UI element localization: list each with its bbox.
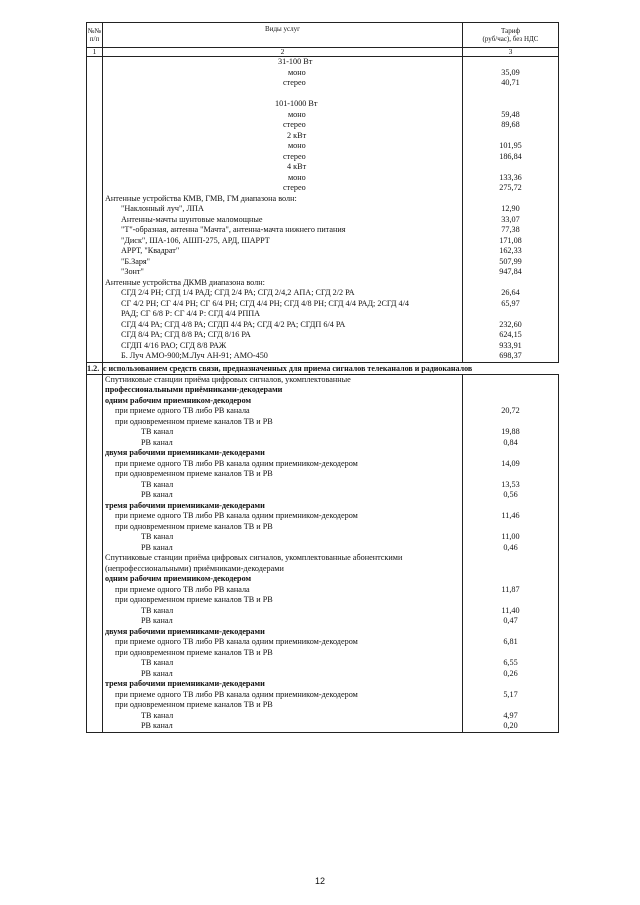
rows_after-service-line: ТВ канал [141, 710, 174, 720]
rows-service-line: Антенные устройства ДКМВ диапазона волн: [105, 277, 265, 287]
rows_after-tariff-value: 11,46 [501, 511, 520, 520]
rows_after-service-line: (непрофессиональными) приёмниками-декодерами [105, 563, 284, 573]
rows-service-line: моно [288, 67, 306, 77]
rows_after-service-line: профессиональными приёмниками-декодерами [105, 385, 283, 394]
rows_after-tariff-value [463, 417, 558, 428]
rows-tariff-value [463, 194, 558, 205]
rows_after-service-line: одним рабочим приемником-декодером [105, 395, 252, 405]
rows-tariff-value: 65,97 [501, 298, 520, 308]
tariff-table [86, 22, 559, 733]
rows-tariff-value: 933,91 [499, 340, 522, 350]
rows-tariff-value: 162,33 [499, 246, 522, 255]
rows_after-tariff-value: 11,87 [501, 584, 520, 594]
rows_after-tariff-value [463, 648, 558, 659]
rows-tariff-value [463, 99, 558, 110]
table-header-row [87, 23, 559, 48]
tariff-cell-part-2 [463, 374, 559, 732]
table-body-part-2 [87, 374, 559, 732]
rows_after-tariff-value: 13,53 [501, 479, 520, 489]
rows-tariff-value: 171,08 [499, 235, 522, 245]
rows_after-service-line: РВ канал [141, 490, 173, 499]
header-service-text: Виды услуг [265, 25, 300, 33]
rows_after-service-line: тремя рабочими приемниками-декодерами [105, 679, 265, 688]
rows-service-line: РАД; СГ 6/8 Р: СГ 4/4 Р: СГД 4/4 РППА [121, 309, 261, 318]
number-cell-empty [87, 57, 103, 363]
rows-service-line: стерео [283, 120, 306, 129]
rows_after-service-line: Спутниковые станции приёма цифровых сигналов, укомплектованные абонентскими [105, 553, 403, 562]
rows-tariff-value: 232,60 [499, 319, 522, 329]
number-cell-empty-2 [87, 374, 103, 732]
section-title: с использованием средств связи, предназначенных для приема сигналов телеканалов и радиоканалов [103, 362, 559, 374]
rows_after-service-line: двумя рабочими приемниками-декодерами [105, 448, 265, 457]
rows_after-service-line: при одновременном приеме каналов ТВ и РВ [115, 700, 273, 709]
rows-service-line: стерео [283, 183, 306, 192]
section-1-2-row [87, 362, 559, 374]
rows_after-tariff-value: 20,72 [501, 406, 520, 415]
rows_after-tariff-value [463, 469, 558, 480]
rows_after-service-line: при одновременном приеме каналов ТВ и РВ [115, 647, 273, 657]
rows-service-line: 101-1000 Вт [275, 99, 318, 108]
rows-tariff-value: 698,37 [499, 351, 522, 360]
rows_after-tariff-value: 0,47 [503, 616, 518, 625]
rows_after-service-line: РВ канал [141, 616, 173, 625]
rows-tariff-value: 624,15 [499, 330, 522, 339]
rows-service-line: СГДП 4/16 РАО; СГД 8/8 РАЖ [121, 340, 227, 350]
header-tariff-text: Тариф (руб/час), без НДС [482, 27, 539, 43]
rows-service-line: "Б.Заря" [121, 256, 151, 266]
rows_after-service-line: при приеме одного ТВ либо РВ канала одним приемником-декодером [115, 458, 358, 468]
rows_after-service-line: при приеме одного ТВ либо РВ канала одним приемником-декодером [115, 637, 358, 646]
rows-service-line: моно [288, 141, 306, 150]
rows-tariff-value: 59,48 [501, 109, 520, 119]
rows_after-tariff-value: 0,26 [503, 668, 518, 678]
header-service [103, 23, 463, 48]
table-index-row [87, 48, 559, 57]
rows-service-line: СГ 4/2 РН; СГ 4/4 РН; СГ 6/4 РН; СГД 4/4 РН; СГД 4/8 РН; СГД 4/4 РАД; 2СГД 4/4 [121, 298, 410, 308]
rows_after-tariff-value: 6,55 [503, 658, 518, 667]
rows_after-service-line: при одновременном приеме каналов ТВ и РВ [115, 521, 273, 531]
rows-service-line: стерео [283, 78, 306, 87]
rows_after-tariff-value: 0,84 [503, 437, 518, 447]
rows_after-tariff-value [463, 375, 558, 386]
page-number: 12 [314, 876, 325, 886]
rows_after-tariff-value: 11,40 [501, 605, 520, 615]
rows-tariff-value: 33,07 [501, 214, 520, 224]
rows-service-line: Б. Луч АМО-900;М.Луч АН-91; АМО-450 [121, 351, 268, 360]
rows-tariff-value: 507,99 [499, 256, 522, 266]
rows-service-line: СГД 4/4 РА; СГД 4/8 РА; СГДП 4/4 РА; СГД 4/2 РА; СГДП 6/4 РА [121, 319, 346, 329]
rows_after-service-line: тремя рабочими приемниками-декодерами [105, 500, 265, 510]
rows-service-line [103, 89, 462, 100]
rows_after-tariff-value [463, 448, 558, 459]
rows-service-line: СГД 8/4 РА; СГД 8/8 РА; СГД 8/16 РА [121, 330, 251, 339]
rows-tariff-value: 77,38 [501, 225, 520, 234]
rows_after-tariff-value: 11,00 [501, 532, 520, 541]
rows_after-service-line: ТВ канал [141, 658, 174, 667]
rows-tariff-value [463, 131, 558, 142]
rows-service-line: моно [288, 172, 306, 182]
rows_after-service-line: одним рабочим приемником-декодером [105, 574, 252, 583]
rows_after-service-line: ТВ канал [141, 605, 174, 615]
rows_after-tariff-value [463, 627, 558, 638]
rows-tariff-value: 275,72 [499, 183, 522, 192]
rows_after-tariff-value [463, 385, 558, 396]
rows_after-service-line: при приеме одного ТВ либо РВ канала одним приемником-декодером [115, 689, 358, 699]
rows-service-line: СГД 2/4 РН; СГД 1/4 РАД; СГД 2/4 РА; СГД 2/4,2 АПА; СГД 2/2 РА [121, 288, 355, 297]
rows-tariff-value: 947,84 [499, 267, 522, 276]
rows-tariff-value: 101,95 [499, 141, 522, 150]
rows-service-line: моно [288, 109, 306, 119]
rows_after-tariff-value [463, 522, 558, 533]
rows-tariff-value [463, 278, 558, 289]
rows_after-tariff-value [463, 553, 558, 564]
rows_after-tariff-value: 6,81 [503, 637, 518, 646]
rows_after-service-line: ТВ канал [141, 479, 174, 489]
table-body-part-1 [87, 57, 559, 363]
service-cell-part-1 [103, 57, 463, 363]
rows_after-service-line: при одновременном приеме каналов ТВ и РВ [115, 416, 273, 426]
rows_after-service-line: двумя рабочими приемниками-декодерами [105, 626, 265, 636]
index-1: 1 [87, 48, 103, 57]
rows-service-line: Антенны-мачты шунтовые маломощные [121, 214, 263, 224]
rows_after-service-line: ТВ канал [141, 532, 174, 541]
rows_after-service-line: при одновременном приеме каналов ТВ и РВ [115, 595, 273, 604]
rows_after-service-line: ТВ канал [141, 427, 174, 436]
rows-service-line: 2 кВт [287, 130, 307, 140]
rows_after-tariff-value [463, 564, 558, 575]
rows_after-tariff-value: 0,46 [503, 542, 518, 552]
rows_after-service-line: РВ канал [141, 437, 173, 447]
rows_after-tariff-value [463, 501, 558, 512]
rows_after-tariff-value [463, 679, 558, 690]
rows_after-tariff-value: 14,09 [501, 458, 520, 468]
tariff-cell-part-1 [463, 57, 559, 363]
header-tariff [463, 23, 559, 48]
rows_after-service-line: при приеме одного ТВ либо РВ канала [115, 584, 250, 594]
rows_after-tariff-value [463, 595, 558, 606]
rows_after-service-line: при одновременном приеме каналов ТВ и РВ [115, 469, 273, 478]
rows-tariff-value: 186,84 [499, 151, 522, 161]
rows-tariff-value: 12,90 [501, 204, 520, 213]
rows_after-tariff-value: 5,17 [503, 689, 518, 699]
rows-service-line: 4 кВт [287, 162, 307, 171]
rows-tariff-value: 89,68 [501, 120, 520, 129]
rows-tariff-value: 26,64 [501, 288, 520, 297]
index-3: 3 [463, 48, 559, 57]
rows_after-service-line: Спутниковые станции приёма цифровых сигналов, укомплектованные [105, 374, 351, 384]
rows-tariff-value [463, 162, 558, 173]
rows_after-service-line: при приеме одного ТВ либо РВ канала [115, 406, 250, 415]
rows_after-service-line: при приеме одного ТВ либо РВ канала одним приемником-декодером [115, 511, 358, 520]
header-number-text: №№ п/п [87, 27, 102, 43]
rows_after-tariff-value: 19,88 [501, 427, 520, 436]
rows-service-line: "Наклонный луч", ЛПА [121, 204, 204, 213]
rows-service-line: "Т"-образная, антенна "Мачта", антенна-мачта нижнего питания [121, 225, 346, 234]
rows-tariff-value: 133,36 [499, 172, 522, 182]
rows-service-line: стерео [283, 151, 306, 161]
rows-tariff-value: 35,09 [501, 67, 520, 77]
rows-tariff-value: 40,71 [501, 78, 520, 87]
rows-tariff-value [463, 57, 558, 68]
rows_after-tariff-value: 0,56 [503, 490, 518, 499]
rows_after-tariff-value [463, 396, 558, 407]
service-cell-part-2 [103, 374, 463, 732]
rows_after-tariff-value: 0,20 [503, 721, 518, 730]
rows_after-service-line: РВ канал [141, 668, 173, 678]
rows_after-tariff-value [463, 574, 558, 585]
index-2: 2 [103, 48, 463, 57]
rows-service-line: Антенные устройства КМВ, ГМВ, ГМ диапазона волн: [105, 193, 297, 203]
rows_after-service-line: РВ канал [141, 721, 173, 730]
rows-service-line: 31-100 Вт [278, 57, 313, 66]
rows-service-line: "Зонт" [121, 267, 144, 276]
header-number [87, 23, 103, 48]
rows_after-service-line: РВ канал [141, 542, 173, 552]
rows-service-line: "Диск", ША-106, АШП-275, АРД, ШАРРТ [121, 235, 270, 245]
rows_after-tariff-value: 4,97 [503, 710, 518, 720]
rows-tariff-value [463, 309, 558, 320]
rows-service-line: АРРТ, "Квадрат" [121, 246, 180, 255]
rows_after-tariff-value [463, 700, 558, 711]
rows-tariff-value [463, 89, 558, 100]
section-number: 1.2. [87, 362, 103, 374]
